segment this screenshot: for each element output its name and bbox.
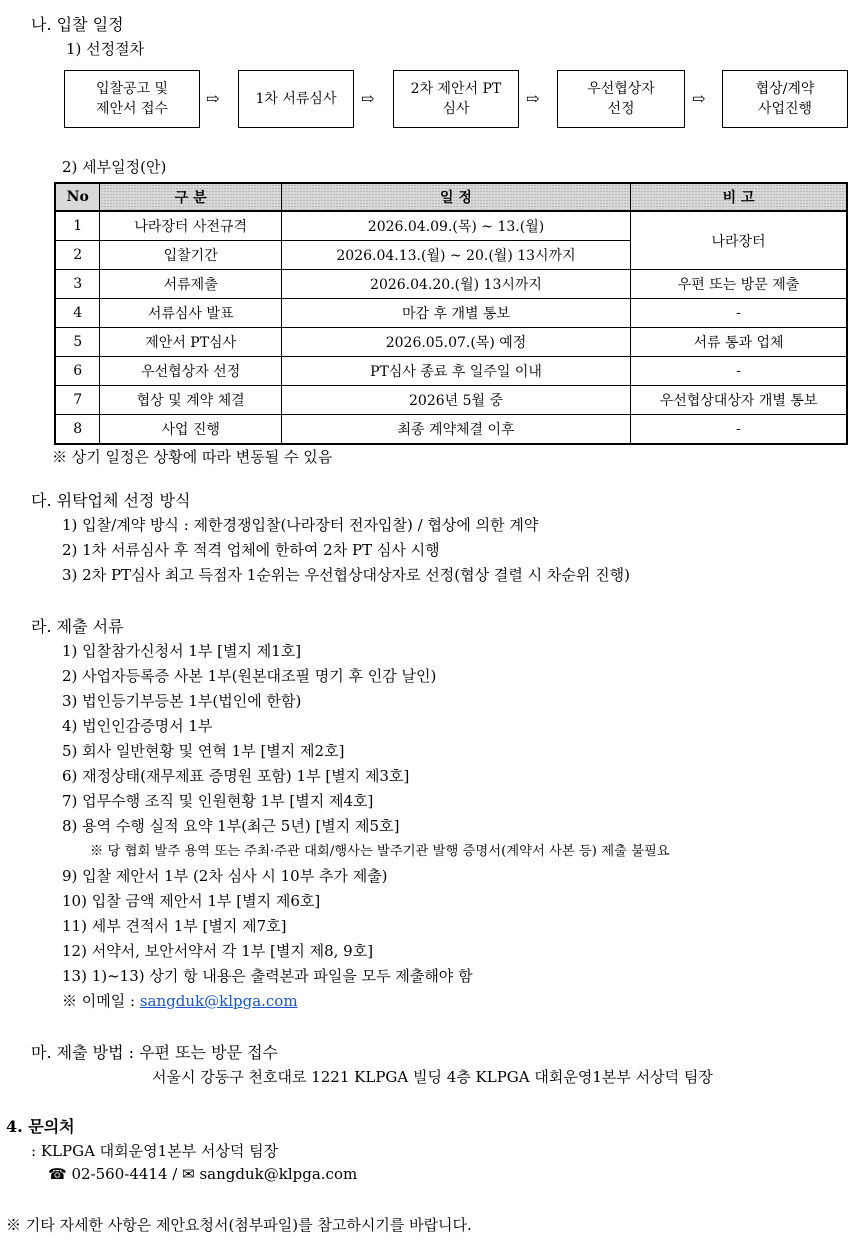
row-schedule: PT심사 종료 후 일주일 이내 [281,357,630,386]
section-title-schedule: 나. 입찰 일정 [31,15,124,34]
table-header-row [55,183,847,211]
row-schedule: 2026.04.20.(월) 13시까지 [281,270,630,299]
document-item: 11) 세부 견적서 1부 [별지 제7호] [62,917,287,935]
row-note: - [631,415,847,445]
document-item: 1) 입찰참가신청서 1부 [별지 제1호] [62,642,302,660]
row-category: 사업 진행 [100,415,281,445]
header-category: 구 분 [100,183,281,211]
row-schedule: 2026년 5월 중 [281,386,630,415]
document-item: 3) 법인등기부등본 1부(법인에 한함) [62,692,302,710]
phone-number: 02-560-4414 [71,1165,168,1183]
row-schedule: 2026.04.13.(월) ~ 20.(월) 13시까지 [281,241,630,270]
flow-step-1-line2: 제안서 접수 [95,101,169,117]
section-title-documents: 라. 제출 서류 [31,617,124,636]
row-category: 나라장터 사전규격 [100,211,281,241]
flow-arrow-icon: ⇨ [526,89,540,108]
flow-step-4 [557,70,685,128]
document-item-note: ※ 당 협회 발주 용역 또는 주최·주관 대회/행사는 발주기관 발행 증명서(계약서 사본 등) 제출 불필요 [90,844,670,859]
table-row [55,415,847,445]
row-no: 1 [55,211,100,241]
row-no: 7 [55,386,100,415]
document-item: 6) 재정상태(재무제표 증명원 포함) 1부 [별지 제3호] [62,767,410,785]
row-no: 6 [55,357,100,386]
flow-step-3-line2: 심사 [442,101,470,117]
subheading-selection-process: 1) 선정절차 [66,40,145,58]
document-item: 9) 입찰 제안서 1부 (2차 심사 시 10부 추가 제출) [62,867,388,885]
row-note: 우편 또는 방문 제출 [631,270,847,299]
section-title-inquiry: 4. 문의처 [6,1117,75,1136]
row-no: 3 [55,270,100,299]
table-row [55,386,847,415]
row-category: 서류심사 발표 [100,299,281,328]
document-item: 8) 용역 수행 실적 요약 1부(최근 5년) [별지 제5호] [62,817,400,835]
phone-icon: ☎ [48,1165,67,1183]
flow-step-2-line1: 1차 서류심사 [255,91,337,107]
flow-step-5-line2: 사업진행 [757,101,813,117]
document-item: 12) 서약서, 보안서약서 각 1부 [별지 제8, 9호] [62,942,374,960]
section-title-submission-method: 마. 제출 방법 : 우편 또는 방문 접수 [31,1043,279,1062]
flow-step-3-line1: 2차 제안서 PT [410,81,502,97]
table-row [55,357,847,386]
row-schedule: 2026.04.09.(목) ~ 13.(월) [281,211,630,241]
email-line [62,990,298,1011]
flow-arrow-icon: ⇨ [361,89,375,108]
row-schedule: 2026.05.07.(목) 예정 [281,328,630,357]
header-schedule: 일 정 [281,183,630,211]
flow-arrow-icon: ⇨ [692,89,706,108]
row-no: 5 [55,328,100,357]
header-note: 비 고 [631,183,847,211]
row-note: - [631,299,847,328]
footer-note: ※ 기타 자세한 사항은 제안요청서(첨부파일)를 참고하시기를 바랍니다. [6,1216,472,1234]
row-category: 서류제출 [100,270,281,299]
header-no: No [55,183,100,211]
row-category: 우선협상자 선정 [100,357,281,386]
inquiry-email[interactable]: sangduk@klpga.com [199,1165,358,1183]
row-note: - [631,357,847,386]
flow-step-2 [238,70,354,128]
row-no: 8 [55,415,100,445]
row-note: 나라장터 [631,211,847,270]
row-no: 4 [55,299,100,328]
document-item: 7) 업무수행 조직 및 인원현황 1부 [별지 제4호] [62,792,374,810]
flow-step-4-line2: 선정 [607,101,635,117]
row-category: 입찰기간 [100,241,281,270]
email-label: ※ 이메일 : [62,992,140,1010]
row-schedule: 마감 후 개별 통보 [281,299,630,328]
table-row [55,299,847,328]
row-schedule: 최종 계약체결 이후 [281,415,630,445]
inquiry-phone-email-line [48,1165,357,1183]
table-row [55,211,847,241]
flow-step-3 [393,70,519,128]
separator: / [172,1165,178,1183]
email-link[interactable]: sangduk@klpga.com [139,992,298,1010]
document-item: 10) 입찰 금액 제안서 1부 [별지 제6호] [62,892,321,910]
table-row [55,328,847,357]
selection-method-item-3: 3) 2차 PT심사 최고 득점자 1순위는 우선협상대상자로 선정(협상 결렬 시 차순위 진행) [62,566,630,584]
row-category: 협상 및 계약 체결 [100,386,281,415]
document-item: 13) 1)~13) 상기 항 내용은 출력본과 파일을 모두 제출해야 함 [62,967,473,985]
selection-method-item-1: 1) 입찰/계약 방식 : 제한경쟁입찰(나라장터 전자입찰) / 협상에 의한 계약 [62,516,539,534]
inquiry-contact: : KLPGA 대회운영1본부 서상덕 팀장 [31,1142,279,1160]
flow-step-5 [722,70,848,128]
flow-arrow-icon: ⇨ [206,89,220,108]
row-note: 우선협상대상자 개별 통보 [631,386,847,415]
submission-address: 서울시 강동구 천호대로 1221 KLPGA 빌딩 4층 KLPGA 대회운영1본부 서상덕 팀장 [152,1068,713,1086]
document-item: 5) 회사 일반현황 및 연혁 1부 [별지 제2호] [62,742,345,760]
row-category: 제안서 PT심사 [100,328,281,357]
row-no: 2 [55,241,100,270]
selection-method-item-2: 2) 1차 서류심사 후 적격 업체에 한하여 2차 PT 심사 시행 [62,541,440,559]
subheading-detailed-schedule: 2) 세부일정(안) [62,158,167,176]
flow-step-1-line1: 입찰공고 및 [95,81,169,97]
row-note: 서류 통과 업체 [631,328,847,357]
document-item: 4) 법인인감증명서 1부 [62,717,213,735]
schedule-change-note: ※ 상기 일정은 상황에 따라 변동될 수 있음 [52,448,333,466]
mail-icon: ✉ [182,1165,195,1183]
flow-step-1 [64,70,200,128]
document-item: 2) 사업자등록증 사본 1부(원본대조필 명기 후 인감 날인) [62,667,437,685]
section-title-selection-method: 다. 위탁업체 선정 방식 [31,491,191,510]
table-row [55,270,847,299]
flow-step-4-line1: 우선협상자 [587,81,655,97]
flow-step-5-line1: 협상/계약 [755,81,815,97]
schedule-table [54,182,848,445]
